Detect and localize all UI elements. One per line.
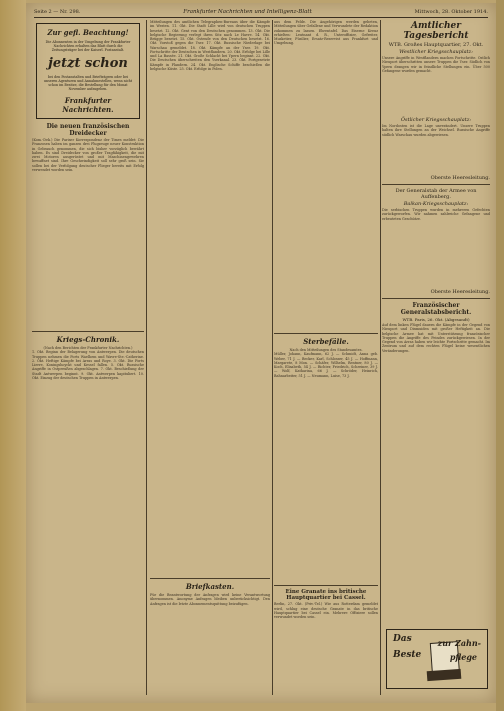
column-2 xyxy=(150,20,270,697)
column-rule xyxy=(272,20,273,695)
ad-text-das: Das xyxy=(393,634,412,644)
page-edge xyxy=(496,0,504,711)
notice-signature: Frankfurter Nachrichten. xyxy=(62,96,114,114)
sterbefaelle-text: Müller, Johann, Kaufmann, 62 J. — Schmidt, Anna geb. Weber, 71 J. — Becker, Karl, Schlosser, 45 J. — Hoffmann, Margarete, 8 Mon. — Schäfer, Wilhelm, Rentner, 80 J. — Koch, Elisabeth, 54 J. — Richter, Friedrich, Schreiner, 39 J. — Wolf, Katharina, 66 J. — Schröder, Heinrich, Bahnarbeiter, 51 J. — Neumann, Luise, 73 J. xyxy=(274,352,378,378)
report-text: Die serbischen Truppen wurden in mehreren Gefechten zurückgeworfen. Wir nahmen zahlreiche Gefangene und erbeuteten Geschütze. xyxy=(382,208,490,221)
divider xyxy=(382,184,490,185)
chronik-heading: Kriegs-Chronik. xyxy=(56,335,120,344)
article-heading: Die neuen französischen Dreidecker xyxy=(46,123,130,137)
notice-body-2: bei den Postanstalten und Briefträgern oder bei unseren Agenturen und Annahmestellen, wenn nicht schon im Besitze, die Bestellung für den Monat November aufzugeben. xyxy=(43,75,133,91)
ad-text-zur-zahn: zur Zahn- xyxy=(437,638,481,648)
notice-body: Die Abonnenten in der Umgebung der Frankfurter Nachrichten erhalten das Blatt durch die Zeitungsträger bei der Kaiserl. Postanstalt. xyxy=(45,40,131,52)
running-header xyxy=(34,7,488,18)
column-rule xyxy=(380,20,381,695)
divider xyxy=(32,331,144,332)
french-report-text: Auf dem linken Flügel dauern die Kämpfe in der Gegend von Nieuport und Dixmuiden mit großer Heftigkeit an. Die belgische Armee hat mit Unterstützung französischer Truppen die Angriffe des Feindes zurückgewiesen. In der Gegend von Arras haben wir leichte Fortschritte gemacht. Im Zentrum und auf dem rechten Flügel keine wesentlichen Veränderungen. xyxy=(382,323,490,353)
french-report-dateline: WTB. Paris, 26. Okt. (Abgesandt) xyxy=(402,317,470,322)
column-3 xyxy=(274,20,378,697)
chronik-text: 1. Okt. Beginn der Belagerung von Antwerpen. Die deutschen Truppen nehmen die Forts Waelhem und Wavre-Ste.-Catherine. 2. Okt. Heftige Kämpfe bei Arras und Roye. 3. Okt. Die Forts Lierre, Koningshoyckt und Kessel fallen. 5. Okt. Russische Angriffe in Ostpreußen abgeschlagen. 7. Okt. Beschießung der Stadt Antwerpen beginnt. 9. Okt. Antwerpen kapituliert. 10. Okt. Einzug der deutschen Truppen in Antwerpen. xyxy=(32,350,144,380)
granate-heading: Eine Granate ins britische Hauptquartier bei Cassel. xyxy=(285,589,367,602)
sterbefaelle-subheading: Nach den Mitteilungen des Standesamtes. xyxy=(289,348,363,352)
section-heading: Westlicher Kriegsschauplatz: xyxy=(399,49,473,55)
toothpaste-advertisement xyxy=(386,629,488,689)
granate-text: Berlin, 27. Okt. (Priv.-Tel.) Wie aus Rotterdam gemeldet wird, schlug eine deutsche Granate in das britische Hauptquartier bei Cassel ein. Mehrere Offiziere sollen verwundet worden sein. xyxy=(274,602,378,619)
report-text: Im Nordosten ist die Lage unverändert. Unsere Truppen halten ihre Stellungen an der Weichsel. Russische Angriffe südlich Warschau wurden abgewiesen. xyxy=(382,124,490,137)
chronik-subheading: (Nach den Berichten der Frankfurter Nachrichten.) xyxy=(43,346,133,350)
product-tube-icon xyxy=(427,669,462,681)
page-number: Seite 2 — Nr. 298. xyxy=(34,9,81,15)
divider xyxy=(382,298,490,299)
tagesbericht-dateline: WTB. Großes Hauptquartier, 27. Okt. xyxy=(388,42,484,48)
masthead-title: Frankfurter Nachrichten und Intelligenz-Blatt xyxy=(183,9,312,15)
column-1 xyxy=(32,20,144,697)
report-text: Unsere Angriffe in Westflandern machen Fortschritte. Östlich Nieuport überschritten unsere Truppen die Yser. Südlich von Ypern drangen wir in feindliche Stellungen ein. Über 500 Gefangene wurden gemacht. xyxy=(382,56,490,73)
section-heading: Balkan-Kriegsschauplatz: xyxy=(403,201,469,207)
briefkasten-text: Für die Beantwortung der Anfragen wird keine Verantwortung übernommen. Anonyme Anfragen bleiben unberücksichtigt. Den Anfragen ist die letzte Abonnementsquittung beizufügen. xyxy=(150,593,270,606)
issue-date: Mittwoch, 28. Oktober 1914. xyxy=(414,9,488,15)
section-heading: Der Generalstab der Armee von Auffenberg. xyxy=(395,188,477,200)
section-heading: Östlicher Kriegsschauplatz: xyxy=(400,117,472,123)
article-text: (Kom.-Dek.) Die Pariser Korrespondenz der Times meldet: Die Franzosen haben im ganzen drei Flugzeuge neuer Konstruktion in Gebrauch genommen, die sich bisher vorzüglich bewährt haben. Es sind Dreidecker von großer Tragfähigkeit, die mit zwei Motoren ausgerüstet und mit Maschinengewehren bewaffnet sind. Ihre Geschwindigkeit soll sehr groß sein. Sie sollen bei der Verfolgung deutscher Flieger bereits mit Erfolg verwendet worden sein. xyxy=(32,138,144,172)
french-report-heading: Französischer Generalstabsbericht. xyxy=(400,302,472,316)
divider xyxy=(150,578,270,579)
notice-box xyxy=(36,23,140,119)
divider xyxy=(274,333,378,334)
article-text: aus dem Felde. Die Angehörigen werden gebeten, Mitteilungen über Gefallene und Verwundete der Redaktion zukommen zu lassen. Ehrentafel. Das Eiserne Kreuz erhielten: Leutnant d. R., Unteroffizier, Gefreiter, Musketier, Füsilier, Ersatz-Reservist aus Frankfurt und Umgebung. xyxy=(274,20,378,46)
ad-text-pflege: pflege xyxy=(449,652,477,662)
tagesbericht-title: Amtlicher Tagesbericht xyxy=(403,21,469,41)
briefkasten-heading: Briefkasten. xyxy=(185,582,235,591)
signature: Oberste Heeresleitung. xyxy=(430,289,490,295)
divider xyxy=(274,585,378,586)
ad-text-beste: Beste xyxy=(393,650,422,660)
column-rule xyxy=(146,20,147,695)
notice-callout: jetzt schon xyxy=(48,56,128,71)
sterbefaelle-heading: Sterbefälle. xyxy=(303,337,349,346)
signature: Oberste Heeresleitung. xyxy=(430,175,490,181)
newspaper-page xyxy=(26,3,496,703)
binding-edge xyxy=(0,0,26,711)
column-4 xyxy=(382,20,490,697)
article-text: Mitteilungen des amtlichen Telegraphen-Bureaus über die Kämpfe im Westen. 11. Okt. Die Stadt Lille wird von deutschen Truppen besetzt. 12. Okt. Gent von den Deutschen genommen. 13. Okt. Die belgische Regierung verlegt ihren Sitz nach Le Havre. 14. Okt. Brügge besetzt. 15. Okt. Ostende von den Deutschen besetzt. 16. Okt. Vorstoß gegen die Yser. 17. Okt. Russische Niederlage bei Warschau gemeldet. 18. Okt. Kämpfe an der Yser. 19. Okt. Fortschritte der Deutschen in Westflandern. 20. Okt. Erfolge bei Lille und La Bassée. 21. Okt. Große Schlacht bei Ypern beginnt. 22. Okt. Die Deutschen überschreiten den Yserkanal. 23. Okt. Fortgesetzte Kämpfe in Flandern. 24. Okt. Englische Schiffe beschießen die belgische Küste. 25. Okt. Erfolge in Polen. xyxy=(150,20,270,71)
notice-title: Zur gefl. Beachtung! xyxy=(47,28,129,37)
